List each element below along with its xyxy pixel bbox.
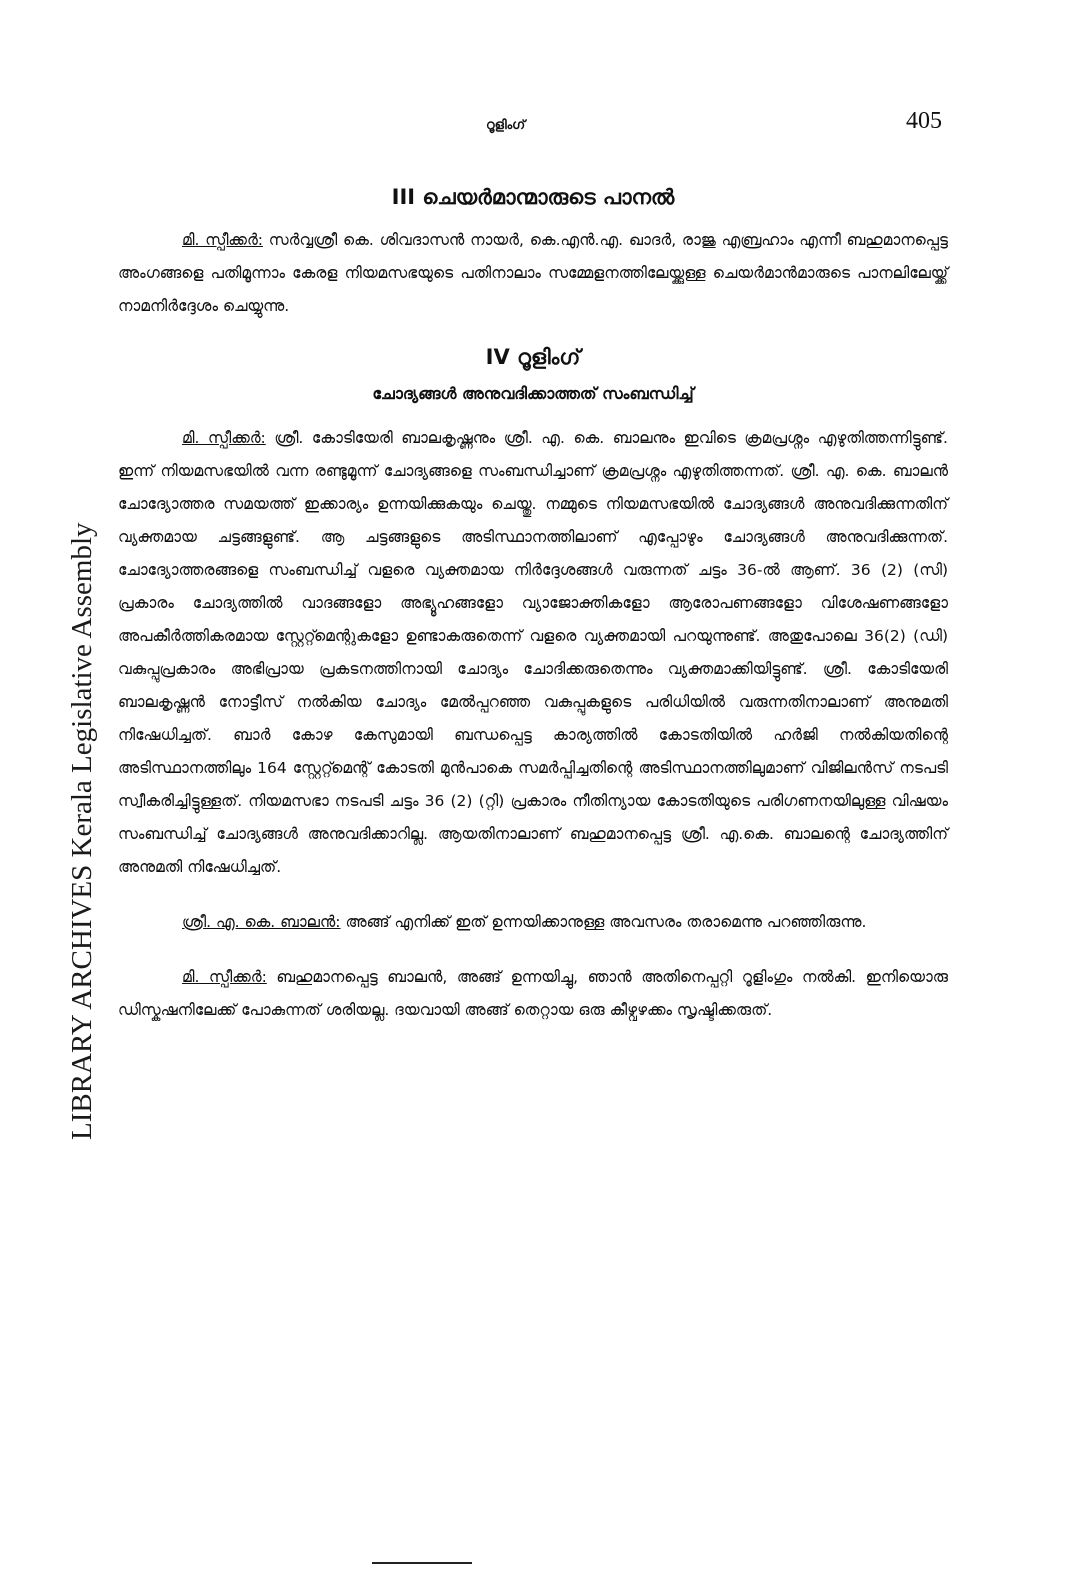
speaker-label: മി. സ്പീക്കർ:: [182, 231, 264, 249]
paragraph-chairmen-panel: [118, 224, 948, 323]
footer-rule: [372, 1562, 472, 1564]
paragraph-text: ശ്രീ. കോടിയേരി ബാലകൃഷ്ണനും ശ്രീ. എ. കെ. ബാലനും ഇവിടെ ക്രമപ്രശ്നം എഴുതിത്തന്നിട്ടുണ്ട്. ഇന്ന് നിയമസഭയിൽ വന്ന രണ്ടുമൂന്ന് ചോദ്യങ്ങളെ സംബന്ധിച്ചാണ് ക്രമപ്രശ്നം എഴുതിത്തന്നത്. ശ്രീ. എ. കെ. ബാലൻ ചോദ്യോത്തര സമയത്ത് ഇക്കാര്യം ഉന്നയിക്കുകയും ചെയ്തു. നമ്മുടെ നിയമസഭയിൽ ചോദ്യങ്ങൾ അനുവദിക്കുന്നതിന് വ്യക്തമായ ചട്ടങ്ങളുണ്ട്. ആ ചട്ടങ്ങളുടെ അടിസ്ഥാനത്തിലാണ് എപ്പോഴും ചോദ്യങ്ങൾ അനുവദിക്കുന്നത്. ചോദ്യോത്തരങ്ങളെ സംബന്ധിച്ച് വളരെ വ്യക്തമായ നിർദ്ദേശങ്ങൾ വരുന്നത് ചട്ടം 36-ൽ ആണ്. 36 (2) (സി) പ്രകാരം ചോദ്യത്തിൽ വാദങ്ങളോ അഭ്യൂഹങ്ങളോ വ്യാജോക്തികളോ ആരോപണങ്ങളോ വിശേഷണങ്ങളോ അപകീർത്തികരമായ സ്റ്റേറ്റ്മെന്റുകളോ ഉണ്ടാകരുതെന്ന് വളരെ വ്യക്തമായി പറയുന്നുണ്ട്. അതുപോലെ 36(2) (ഡി) വകുപ്പുപ്രകാരം അഭിപ്രായ പ്രകടനത്തിനായി ചോദ്യം ചോദിക്കരുതെന്നും വ്യക്തമാക്കിയിട്ടുണ്ട്. ശ്രീ. കോടിയേരി ബാലകൃഷ്ണൻ നോട്ടീസ് നൽകിയ ചോദ്യം മേൽപ്പറഞ്ഞ വകുപ്പുകളുടെ പരിധിയിൽ വരുന്നതിനാലാണ് അനുമതി നിഷേധിച്ചത്. ബാർ കോഴ കേസുമായി ബന്ധപ്പെട്ട കാര്യത്തിൽ കോടതിയിൽ ഹർജി നൽകിയതിന്റെ അടിസ്ഥാനത്തിലും 164 സ്റ്റേറ്റ്മെന്റ് കോടതി മുൻപാകെ സമർപ്പിച്ചതിന്റെ അടിസ്ഥാനത്തിലുമാണ് വിജിലൻസ് നടപടി സ്വീകരിച്ചിട്ടുള്ളത്. നിയമസഭാ നടപടി ചട്ടം 36 (2) (റ്റി) പ്രകാരം നീതിന്യായ കോടതിയുടെ പരിഗണനയിലുള്ള വിഷയം സംബന്ധിച്ച് ചോദ്യങ്ങൾ അനുവദിക്കാറില്ല. ആയതിനാലാണ് ബഹുമാനപ്പെട്ട ശ്രീ. എ.കെ. ബാലന്റെ ചോദ്യത്തിന് അനുമതി നിഷേധിച്ചത്.: [118, 429, 948, 876]
paragraph-speaker-reply: [118, 961, 948, 1027]
running-head: റൂളിംഗ്: [486, 118, 526, 133]
section-heading-chairmen-panel: III ചെയർമാന്മാരുടെ പാനൽ: [391, 185, 675, 209]
speaker-label: ശ്രീ. എ. കെ. ബാലൻ:: [182, 913, 341, 931]
speaker-label: മി. സ്പീക്കർ:: [182, 429, 266, 447]
paragraph-text: സർവ്വശ്രീ കെ. ശിവദാസൻ നായർ, കെ.എൻ.എ. ഖാദർ, രാജു എബ്രഹാം എന്നീ ബഹുമാനപ്പെട്ട അംഗങ്ങളെ പതിമൂന്നാം കേരള നിയമസഭയുടെ പതിനാലാം സമ്മേളനത്തിലേയ്ക്കുള്ള ചെയർമാൻമാരുടെ പാനലിലേയ്ക്ക് നാമനിർദ്ദേശം ചെയ്യുന്നു.: [118, 231, 948, 315]
paragraph-speaker-ruling: [118, 422, 948, 884]
section-heading-ruling: IV റൂളിംഗ്: [485, 345, 581, 369]
paragraph-ak-balan: [118, 906, 948, 939]
page-body: [118, 185, 948, 1049]
paragraph-text: ബഹുമാനപ്പെട്ട ബാലൻ, അങ്ങ് ഉന്നയിച്ചു, ഞാൻ അതിനെപ്പറ്റി റൂളിംഗും നൽകി. ഇനിയൊരു ഡിസ്കഷനിലേക്ക് പോകുന്നത് ശരിയല്ല. ദയവായി അങ്ങ് തെറ്റായ ഒരു കീഴ്വഴക്കം സൃഷ്ടിക്കരുത്.: [118, 968, 948, 1019]
page-number: 405: [906, 108, 942, 134]
sub-heading-questions: ചോദ്യങ്ങൾ അനുവദിക്കാത്തത് സംബന്ധിച്ച്: [372, 384, 694, 403]
speaker-label: മി. സ്പീക്കർ:: [182, 968, 267, 986]
archive-watermark: LIBRARY ARCHIVES Kerala Legislative Assembly: [66, 522, 98, 1140]
paragraph-text: അങ്ങ് എനിക്ക് ഇത് ഉന്നയിക്കാനുള്ള അവസരം തരാമെന്നു പറഞ്ഞിരുന്നു.: [340, 913, 867, 931]
